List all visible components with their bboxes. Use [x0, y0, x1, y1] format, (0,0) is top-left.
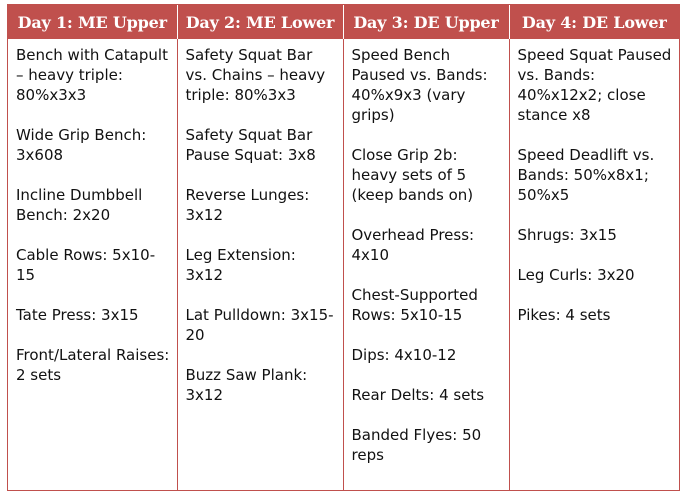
- exercise-entry: Leg Extension: 3x12: [185, 246, 296, 284]
- exercise-entry: Rear Delts: 4 sets: [351, 386, 485, 404]
- exercise-entry: Wide Grip Bench: 3x608: [16, 126, 147, 164]
- day-1-cell: [8, 39, 177, 490]
- exercise-entry: Safety Squat Bar Pause Squat: 3x8: [185, 126, 316, 164]
- day-4-cell: [509, 39, 679, 490]
- exercise-entry: Dips: 4x10-12: [351, 346, 457, 364]
- exercise-entry: Pikes: 4 sets: [517, 306, 611, 324]
- exercise-entry: Buzz Saw Plank: 3x12: [185, 366, 308, 404]
- exercise-entry: Speed Deadlift vs. Bands: 50%x8x1; 50%x5: [517, 146, 655, 204]
- exercise-entry: Reverse Lunges: 3x12: [185, 186, 310, 224]
- header-day-4: Day 4: DE Lower: [509, 5, 679, 39]
- header-day-2: Day 2: ME Lower: [177, 5, 343, 39]
- exercise-entry: Front/Lateral Raises: 2 sets: [16, 346, 170, 384]
- exercise-entry: Close Grip 2b: heavy sets of 5 (keep bands on): [351, 146, 474, 204]
- exercise-entry: Cable Rows: 5x10-15: [16, 246, 156, 284]
- exercise-entry: Lat Pulldown: 3x15-20: [185, 306, 334, 344]
- exercise-entry: Overhead Press: 4x10: [351, 226, 475, 264]
- exercise-entry: Leg Curls: 3x20: [517, 266, 635, 284]
- exercise-entry: Shrugs: 3x15: [517, 226, 617, 244]
- exercise-entry: Chest-Supported Rows: 5x10-15: [351, 286, 478, 324]
- exercise-entry: Tate Press: 3x15: [16, 306, 139, 324]
- day-3-cell: [343, 39, 509, 490]
- workout-plan-table-frame: [7, 4, 680, 491]
- workout-plan-table: [8, 5, 679, 490]
- header-day-3: Day 3: DE Upper: [343, 5, 509, 39]
- header-day-1: Day 1: ME Upper: [8, 5, 177, 39]
- exercise-row: [8, 39, 679, 490]
- exercise-entry: Speed Squat Paused vs. Bands: 40%x12x2; close stance x8: [517, 46, 672, 124]
- exercise-entry: Speed Bench Paused vs. Bands: 40%x9x3 (vary grips): [351, 46, 488, 124]
- exercise-entry: Safety Squat Bar vs. Chains – heavy triple: 80%3x3: [185, 46, 326, 104]
- header-row: [8, 5, 679, 39]
- exercise-entry: Incline Dumbbell Bench: 2x20: [16, 186, 143, 224]
- day-2-cell: [177, 39, 343, 490]
- exercise-entry: Banded Flyes: 50 reps: [351, 426, 482, 464]
- exercise-entry: Bench with Catapult – heavy triple: 80%x3x3: [16, 46, 168, 104]
